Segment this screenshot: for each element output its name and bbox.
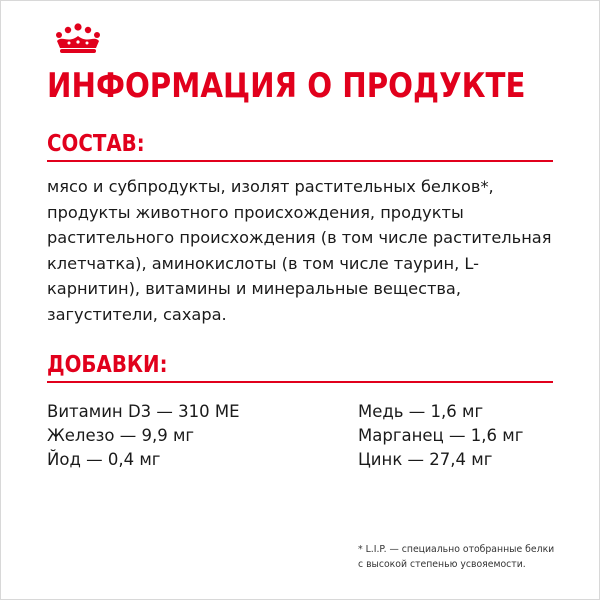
additive-item: Витамин D3 — 310 МЕ: [47, 402, 240, 421]
page-title: ИНФОРМАЦИЯ О ПРОДУКТЕ: [47, 66, 526, 106]
additive-item: Марганец — 1,6 мг: [358, 425, 524, 445]
additive-item: Йод — 0,4 мг: [47, 449, 161, 469]
additive-item: Железо — 9,9 мг: [47, 425, 195, 445]
footnote-line: с высокой степенью усвояемости.: [358, 558, 526, 570]
composition-text: мясо и субпродукты, изолят растительных белков*, продукты животного происхождения, продукты растительного происхождения (в том числе растительная клетчатка), аминокислоты (в том числе таурин, L-карнитин), витамины и минеральные вещества, загустители, сахара.: [47, 177, 552, 324]
composition-divider: [47, 160, 553, 162]
additive-item: Медь — 1,6 мг: [358, 402, 484, 421]
additive-item: Цинк — 27,4 мг: [358, 449, 493, 469]
additives-list-right: [358, 400, 523, 471]
composition-heading: СОСТАВ:: [47, 131, 145, 157]
footnote-line: * L.I.P. — специально отобранные белки: [358, 544, 555, 555]
footnote: [358, 543, 554, 572]
additives-list-left: [47, 400, 240, 471]
additives-heading: ДОБАВКИ:: [47, 352, 168, 378]
additives-divider: [47, 381, 553, 383]
crown-icon: [52, 22, 104, 56]
